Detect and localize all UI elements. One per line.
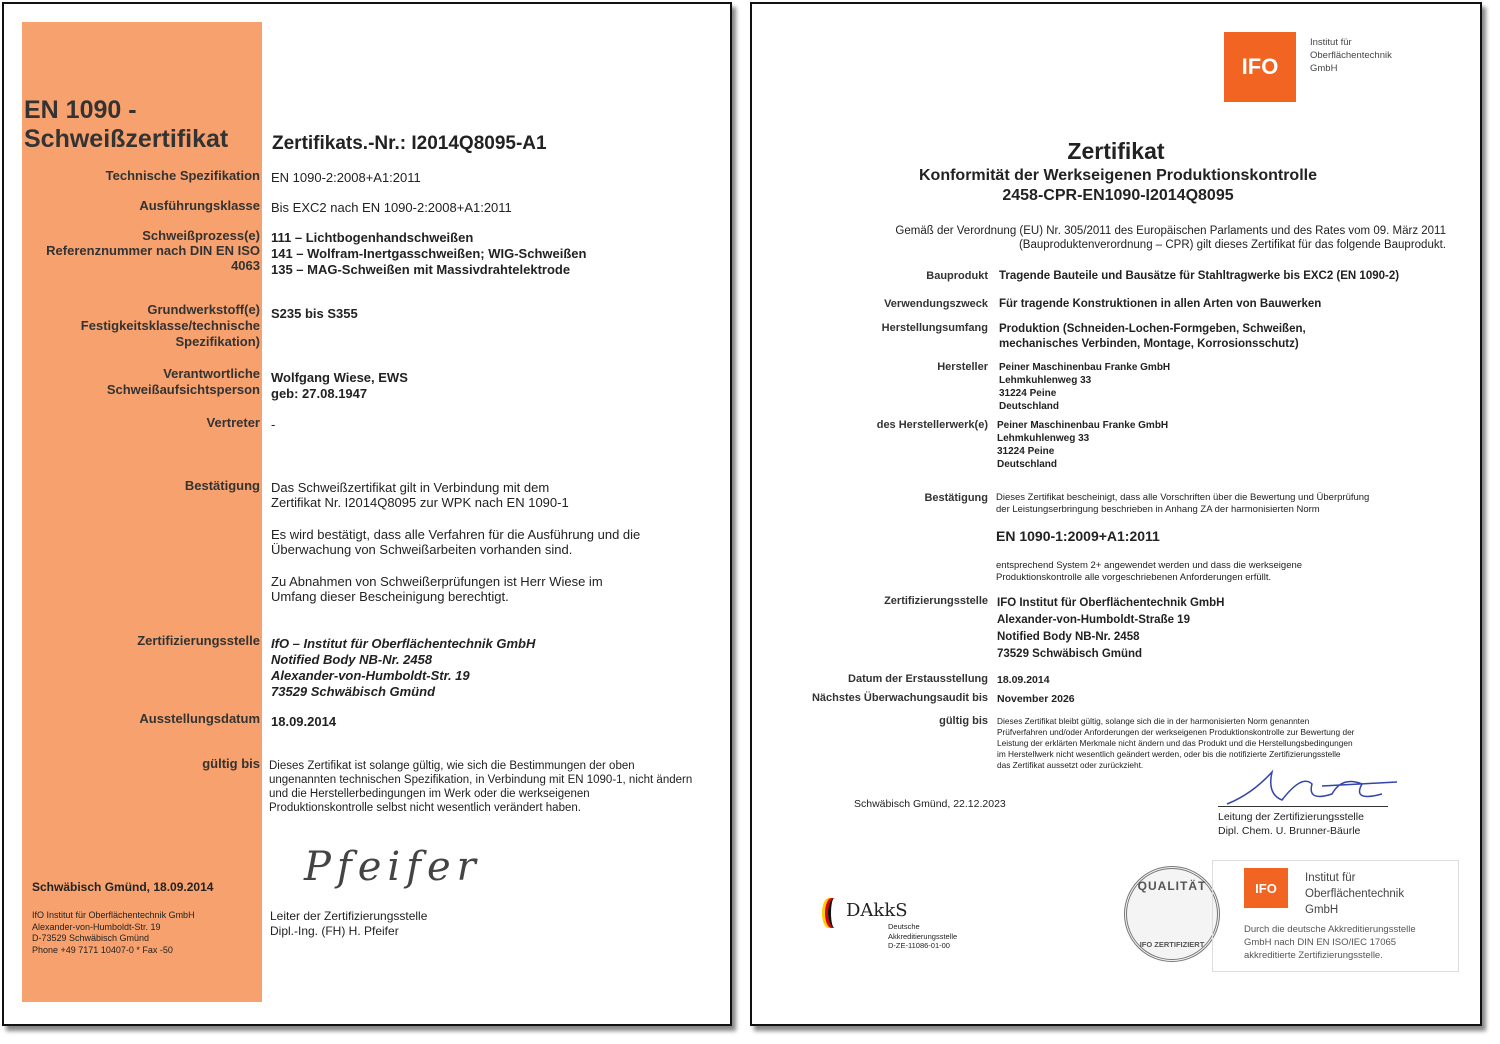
- value-certification-body: IfO – Institut für Oberflächentechnik GmbH Notified Body NB-Nr. 2458 Alexander-von-Humboldt-Str. 19 73529 Schwäbisch Gmünd: [271, 636, 536, 699]
- certificate-subtitle: Konformität der Werkseigenen Produktionskontrolle: [919, 167, 1317, 184]
- label-confirmation: Bestätigung: [184, 478, 260, 493]
- value-manufacturer: Peiner Maschinenbau Franke GmbH Lehmkuhlenweg 33 31224 Peine Deutschland: [999, 362, 1171, 412]
- value-valid-until: Dieses Zertifikat bleibt gültig, solange sich die in der harmonisierten Norm genannten Prüfverfahren und/oder Anforderungen der werkseigenen Produktionskontrolle zur Bewertung der Leistung der erklärten Merkmale nicht ändern und das Produkt und die Herstellungsbedingungen im Herstellwerk nicht wesentlich geändert werden, oder bis die notifizierte Zertifizierungsstelle das Zertifikat aussetzt oder zurückzieht.: [997, 716, 1355, 770]
- signature: Pfeifer: [304, 844, 482, 890]
- label-welding-process: Schweißprozess(e) Referenznummer nach DIN EN ISO 4063: [46, 228, 260, 273]
- certificate-number: 2458-CPR-EN1090-I2014Q8095: [1002, 187, 1234, 204]
- dakks-subtitle: Deutsche Akkreditierungsstelle D-ZE-11086-01-00: [888, 922, 958, 950]
- value-confirmation: Dieses Zertifikat bescheinigt, dass alle Vorschriften über die Bewertung und Überprüfung der Leistungserbringung beschrieben in Anhang ZA der harmonisierten Norm: [996, 492, 1370, 515]
- intro-text: Gemäß der Verordnung (EU) Nr. 305/2011 des Europäischen Parlaments und des Rates vom 09. März 2011 (Bauproduktenverordnung – CPR) gilt dieses Zertifikat für das folgende Bauprodukt.: [895, 225, 1446, 251]
- dakks-logo: DAkkS: [846, 900, 908, 921]
- welding-certificate-page: [2, 2, 732, 1026]
- label-intended-use: Verwendungszweck: [884, 298, 988, 310]
- label-execution-class: Ausführungsklasse: [139, 198, 260, 213]
- label-manufacturer: Hersteller: [937, 361, 988, 373]
- value-supervisor: Wolfgang Wiese, EWS geb: 27.08.1947: [271, 370, 408, 401]
- value-execution-class: Bis EXC2 nach EN 1090-2:2008+A1:2011: [271, 200, 512, 215]
- footer-ifo-logo: IFO: [1244, 868, 1288, 908]
- label-certification-body: Zertifizierungsstelle: [137, 633, 260, 648]
- signer-name: Leiter der Zertifizierungsstelle Dipl.-Ing. (FH) H. Pfeifer: [270, 909, 428, 938]
- label-issue-date: Ausstellungsdatum: [139, 711, 260, 726]
- quality-seal: [1124, 866, 1220, 962]
- value-welding-process: 111 – Lichtbogenhandschweißen 141 – Wolfram-Inertgasschweißen; WIG-Schweißen 135 – MAG-Schweißen mit Massivdrahtelektrode: [271, 230, 587, 277]
- label-next-audit: Nächstes Überwachungsaudit bis: [811, 692, 988, 704]
- place-date: Schwäbisch Gmünd, 22.12.2023: [854, 798, 1006, 810]
- label-valid-until: gültig bis: [202, 756, 260, 771]
- label-factory: des Herstellerwerk(e): [876, 419, 988, 431]
- label-first-issue: Datum der Erstausstellung: [848, 673, 988, 685]
- place-date: Schwäbisch Gmünd, 18.09.2014: [32, 880, 214, 894]
- confirmation-continued: entsprechend System 2+ angewendet werden und dass die werkseigene Produktionskontrolle alle vorgeschriebenen Anforderungen erfüllt.: [996, 560, 1303, 583]
- label-base-material: Grundwerkstoff(e) Festigkeitsklasse/technische Spezifikation): [80, 302, 260, 349]
- value-first-issue: 18.09.2014: [997, 674, 1050, 686]
- certificate-number: Zertifikats.-Nr.: I2014Q8095-A1: [272, 133, 547, 154]
- value-confirmation: Das Schweißzertifikat gilt in Verbindung mit dem Zertifikat Nr. I2014Q8095 zur WPK nach EN 1090-1: [271, 480, 569, 510]
- seal-bottom-text: IFO ZERTIFIZIERT: [1139, 940, 1205, 949]
- certificate-title: Zertifikat: [1067, 138, 1165, 164]
- label-representative: Vertreter: [206, 415, 260, 430]
- ifo-logo-text: Institut für Oberflächentechnik GmbH: [1310, 37, 1392, 74]
- confirmation-paragraph-2: Es wird bestätigt, dass alle Verfahren für die Ausführung und die Überwachung von Schweißarbeiten vorhanden sind.: [271, 527, 641, 557]
- accreditation-note: Durch die deutsche Akkreditierungsstelle GmbH nach DIN EN ISO/IEC 17065 akkreditierte Zertifizierungsstelle.: [1244, 924, 1416, 961]
- label-confirmation: Bestätigung: [924, 492, 988, 504]
- label-construction-product: Bauprodukt: [926, 270, 988, 282]
- dakks-logo-mark: [828, 898, 841, 928]
- issuer-address: IfO Institut für Oberflächentechnik GmbH Alexander-von-Humboldt-Str. 19 D-73529 Schwäbisch Gmünd Phone +49 7171 10407-0 * Fax -50: [32, 910, 195, 955]
- value-valid-until: Dieses Zertifikat ist solange gültig, wie sich die Bestimmungen der oben ungenannten technischen Spezifikation, in Verbindung mit EN 1090-1, nicht ändern und die Herstellerbedingungen im Werk oder die werkseigenen Produktionskontrolle selbst nicht wesentlich verändert haben.: [269, 760, 693, 814]
- signature-line: [1218, 806, 1388, 807]
- value-next-audit: November 2026: [997, 693, 1075, 705]
- label-certification-body: Zertifizierungsstelle: [884, 595, 988, 607]
- seal-top-text: QUALITÄT: [1137, 879, 1207, 893]
- confirmation-paragraph-3: Zu Abnahmen von Schweißerprüfungen ist Herr Wiese im Umfang dieser Bescheinigung berechtigt.: [271, 574, 603, 604]
- label-tech-spec: Technische Spezifikation: [105, 168, 260, 183]
- harmonised-standard: EN 1090-1:2009+A1:2011: [996, 528, 1160, 544]
- value-certification-body: IFO Institut für Oberflächentechnik GmbH Alexander-von-Humboldt-Straße 19 Notified Body NB-Nr. 2458 73529 Schwäbisch Gmünd: [997, 597, 1225, 660]
- value-representative: -: [271, 417, 276, 432]
- label-manufacturing-scope: Herstellungsumfang: [881, 322, 988, 334]
- value-tech-spec: EN 1090-2:2008+A1:2011: [271, 170, 421, 185]
- label-valid-until: gültig bis: [939, 715, 988, 727]
- value-issue-date: 18.09.2014: [271, 714, 337, 729]
- value-base-material: S235 bis S355: [271, 306, 358, 321]
- value-manufacturing-scope: Produktion (Schneiden-Lochen-Formgeben, Schweißen, mechanisches Verbinden, Montage, Korrosionsschutz): [999, 323, 1306, 350]
- value-factory: Peiner Maschinenbau Franke GmbH Lehmkuhlenweg 33 31224 Peine Deutschland: [997, 420, 1169, 470]
- value-intended-use: Für tragende Konstruktionen in allen Arten von Bauwerken: [999, 298, 1322, 310]
- signature: [1222, 764, 1402, 809]
- ifo-logo: IFO: [1224, 32, 1296, 102]
- value-construction-product: Tragende Bauteile und Bausätze für Stahltragwerke bis EXC2 (EN 1090-2): [999, 270, 1400, 282]
- signer-name: Leitung der Zertifizierungsstelle Dipl. Chem. U. Brunner-Bäurle: [1218, 811, 1364, 837]
- label-supervisor: Verantwortliche Schweißaufsichtsperson: [106, 366, 260, 397]
- factory-production-control-certificate-page: [750, 2, 1482, 1026]
- certificate-title: EN 1090 - Schweißzertifikat: [24, 96, 229, 153]
- footer-ifo-text: Institut für Oberflächentechnik GmbH: [1305, 872, 1405, 916]
